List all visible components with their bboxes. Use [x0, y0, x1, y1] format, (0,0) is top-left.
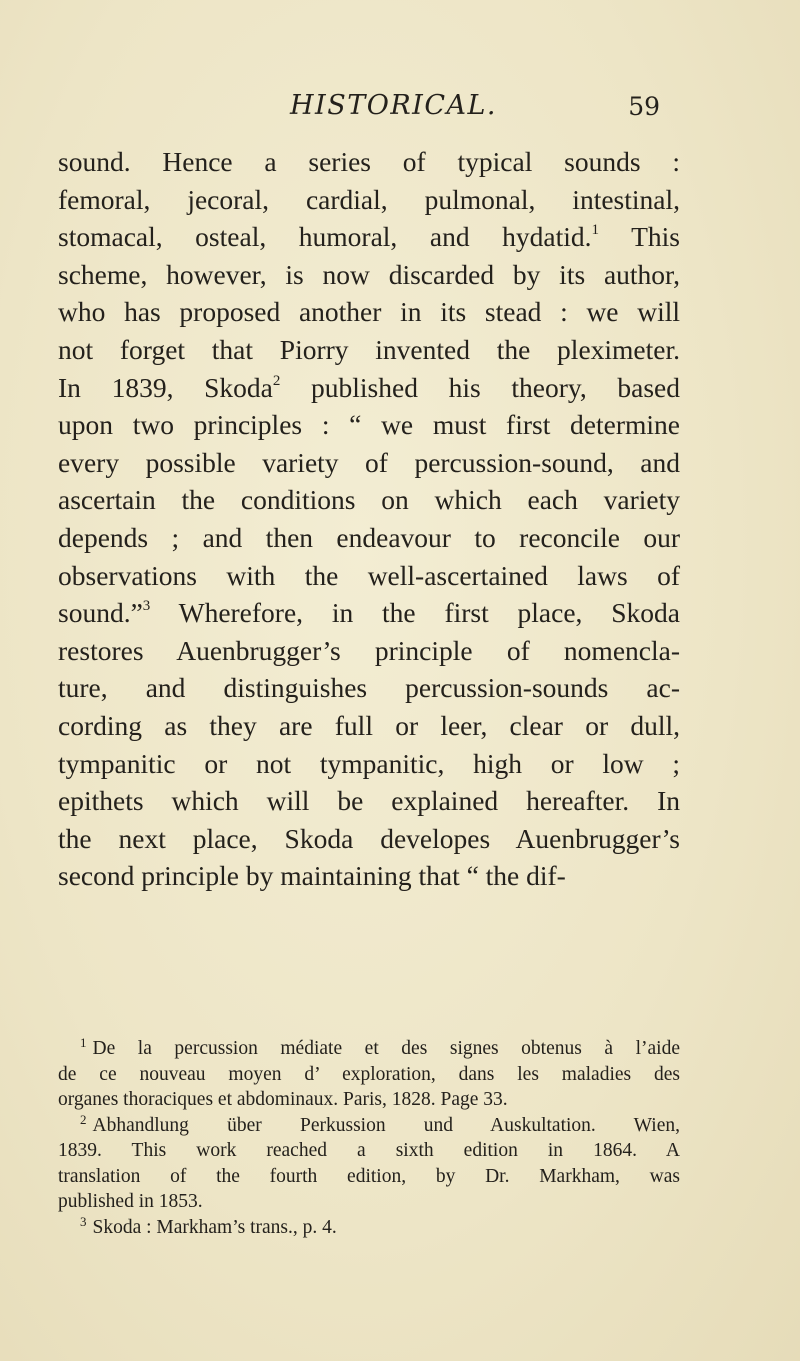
- text-line: epithets which will be explained hereafter. In: [58, 785, 680, 817]
- footnote-marker: 1: [80, 1035, 87, 1050]
- text-line: sound. Hence a series of typical sounds :: [58, 146, 680, 177]
- text-line: who has proposed another in its stead : we will: [58, 296, 680, 328]
- footnote-ref: 2: [272, 372, 281, 389]
- footnote-marker: 3: [80, 1213, 87, 1229]
- text-line: ture, and distinguishes percussion-sounds ac-: [58, 672, 680, 704]
- text-line: depends ; and then endeavour to reconcile our: [58, 521, 680, 553]
- text-line: observations with the well-ascertained laws of: [58, 559, 680, 591]
- text-line: not forget that Piorry invented the pleximeter.: [58, 333, 680, 365]
- running-head: [290, 90, 660, 130]
- footnote-line: organes thoraciques et abdominaux. Paris, 1828. Page 33.: [58, 1089, 508, 1110]
- page-number: 59: [628, 92, 660, 121]
- footnote-line: $^3$ Skoda : Markham’s trans., p. 4.: [80, 1213, 337, 1238]
- footnote-line: $^2$ Abhandlung über Perkussion und Auskultation. Wien,: [80, 1111, 680, 1136]
- footnote-ref: 3: [142, 598, 151, 615]
- text-line: stomacal, osteal, humoral, and hydatid.$^1$ This: [58, 221, 680, 253]
- running-title: HISTORICAL.: [290, 90, 498, 121]
- text-line: the next place, Skoda developes Auenbrugger’s: [58, 822, 680, 854]
- footnote-line: de ce nouveau moyen d’ exploration, dans les maladies des: [58, 1063, 680, 1085]
- text-line: sound.”$^3$ Wherefore, in the first place, Skoda: [58, 597, 680, 629]
- text-line: scheme, however, is now discarded by its author,: [58, 258, 680, 290]
- text-line: upon two principles : “ we must first determine: [58, 409, 680, 441]
- text-line: second principle by maintaining that “ the dif-: [58, 860, 566, 892]
- text-line: cording as they are full or leer, clear or dull,: [58, 709, 680, 741]
- footnote-line: $^1$ De la percussion médiate et des signes obtenus à l’aide: [80, 1035, 680, 1059]
- text-line: restores Auenbrugger’s principle of nomencla-: [58, 634, 680, 666]
- footnote-ref: 1: [591, 222, 600, 239]
- text-line: femoral, jecoral, cardial, pulmonal, intestinal,: [58, 183, 680, 215]
- text-line: In 1839, Skoda$^2$ published his theory, based: [58, 371, 680, 403]
- footnotes: [58, 1036, 680, 1240]
- body-text: [58, 143, 680, 895]
- footnote-marker: 2: [80, 1111, 87, 1127]
- footnote-line: 1839. This work reached a sixth edition in 1864. A: [58, 1140, 680, 1161]
- footnote-line: translation of the fourth edition, by Dr. Markham, was: [58, 1165, 680, 1187]
- footnote-line: published in 1853.: [58, 1191, 203, 1212]
- text-line: ascertain the conditions on which each variety: [58, 484, 680, 516]
- text-line: every possible variety of percussion-sound, and: [58, 446, 680, 478]
- text-line: tympanitic or not tympanitic, high or low ;: [58, 747, 680, 779]
